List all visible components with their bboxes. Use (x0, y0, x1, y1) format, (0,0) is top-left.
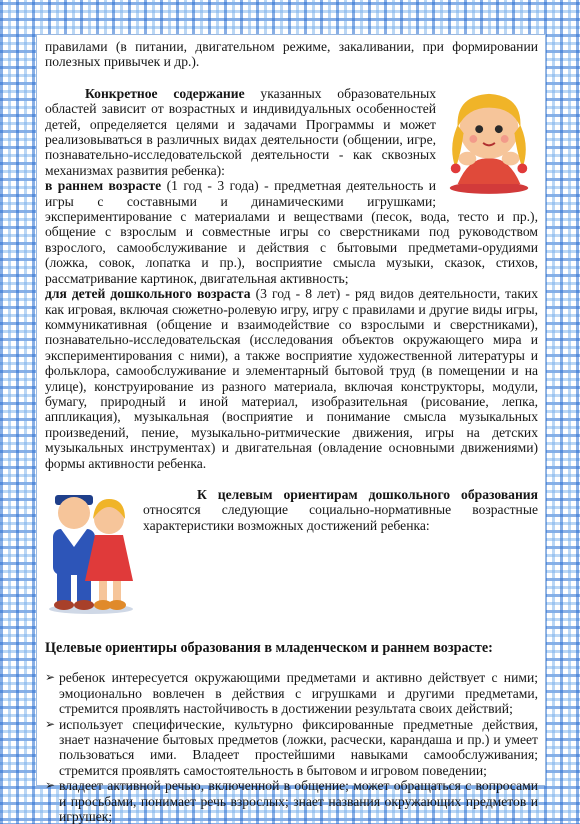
arrow-bullet-icon: ➢ (45, 778, 56, 793)
preschool-age-paragraph (45, 286, 538, 471)
list-item-text: использует специфические, культурно фиксированные предметные действия, знает назначение бытовых предметов (ложки, расчески, карандаша и пр.) и умеет пользоваться ими. Владеет простейшими навыками самообслуживания; стремится проявлять самостоятельность в бытовом и игровом поведении; (59, 716, 538, 778)
targets-intro-bold-lead: К целевым ориентирам дошкольного образования (197, 486, 538, 502)
list-item (45, 778, 538, 824)
preschool-age-text: (3 год - 8 лет) - ряд видов деятельности, таких как игровая, включая сюжетно-ролевую игру, игру с правилами и другие виды игры, коммуникативная (общение и взаимодействие со взрослыми и сверстниками), познавательно-исследовательская (исследования объектов окружающего мира и экспериментирования с ними), а также восприятие художественной литературы и фольклора, самообслуживание и элементарный бытовой труд (в помещении и на улице), конструирование из разного материала, включая конструкторы, модули, бумагу, природный и иной материал, изобразительная (рисование, лепка, аппликация), музыкальная (восприятие и понимание смысла музыкальных произведений, пение, музыкально-ритмические движения, игры на детских музыкальных инструментах) и двигательная (овладение основными движениями) формы активности ребенка. (45, 286, 538, 471)
arrow-bullet-icon: ➢ (45, 670, 56, 685)
list-item-text: владеет активной речью, включенной в общение; может обращаться с вопросами и просьбами, понимает речь взрослых; знает названия окружающих предметов и игрушек; (59, 778, 538, 824)
preschool-age-label: для детей дошкольного возраста (45, 286, 251, 302)
targets-list (45, 670, 538, 824)
section-title: Целевые ориентиры образования в младенческом и раннем возрасте: (45, 639, 493, 656)
document-page (36, 34, 546, 824)
early-age-text: (1 год - 3 года) - предметная деятельность и игры с составными и динамическими игрушками; экспериментирование с материалами и веществами (песок, вода, тесто и пр.), общение с взрослым и совместные игры со сверстниками под руководством взрослого, самообслуживание и действия с бытовыми предметами-орудиями (ложка, совок, лопатка и пр.), восприятие смысла музыки, сказок, стихов, рассматривание картинок, двигательная активность; (45, 178, 538, 286)
list-item-text: ребенок интересуется окружающими предметами и активно действует с ними; эмоционально вовлечен в действия с игрушками и другими предметами, стремится проявлять настойчивость в достижении результата своих действий; (59, 670, 538, 717)
targets-intro-text: относятся следующие социально-нормативные возрастные характеристики возможных достижений ребенка: (143, 502, 538, 533)
intro-fragment: правилами (в питании, двигательном режиме, закаливании, при формировании полезных привычек и др.). (45, 39, 538, 70)
early-age-label: в раннем возрасте (45, 178, 162, 194)
list-item (45, 717, 538, 779)
children-illustration (45, 477, 137, 615)
content-text: указанных образовательных областей зависит от возрастных и индивидуальных особенностей детей, определяется целями и задачами Программы и может реализовываться в различных видах деятельности (общении, игре, познавательно-исследовательской деятельности - как сквозных механизмах развития ребенка): (45, 85, 437, 178)
girl-illustration (440, 78, 538, 196)
arrow-bullet-icon: ➢ (45, 716, 56, 731)
list-item (45, 670, 538, 716)
content-bold-lead: Конкретное содержание (85, 85, 245, 101)
